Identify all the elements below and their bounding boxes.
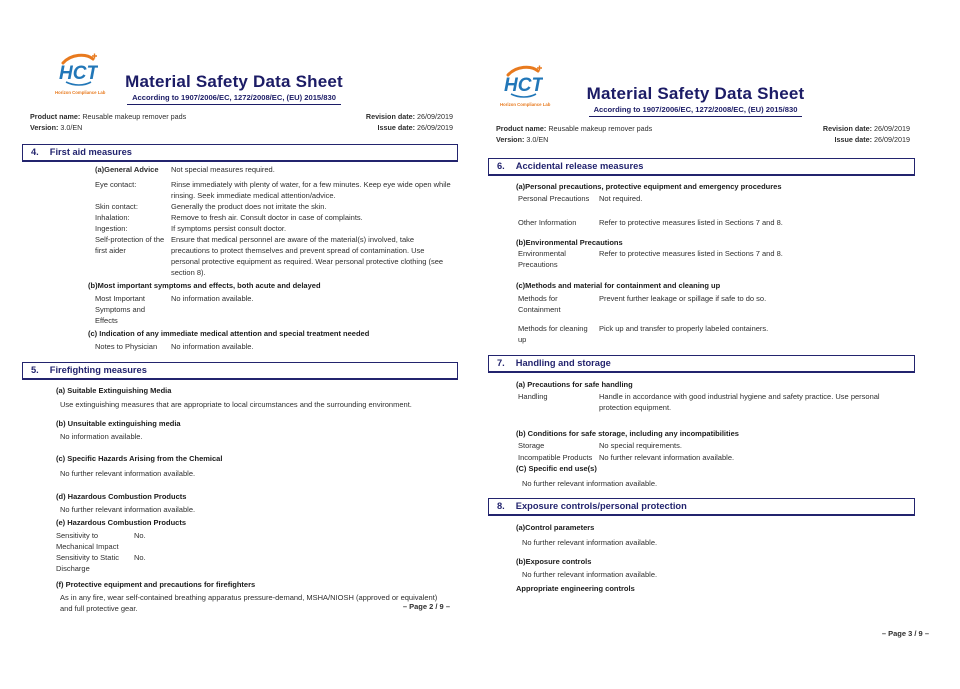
field-row xyxy=(518,248,907,270)
field-row xyxy=(518,440,907,451)
product-name-label: Product name: xyxy=(30,112,81,121)
revision-date-value: 26/09/2019 xyxy=(417,112,453,121)
doc-title: Material Safety Data Sheet xyxy=(586,84,805,103)
field-value: No information available. xyxy=(171,342,254,351)
field-label: Ingestion: xyxy=(95,224,128,233)
document-header xyxy=(488,62,915,158)
field-row xyxy=(95,212,452,223)
section-4-heading xyxy=(22,144,458,162)
revision-date-label: Revision date: xyxy=(822,124,873,133)
section-number: 4. xyxy=(31,147,39,157)
doc-title: Material Safety Data Sheet xyxy=(125,72,343,91)
field-label: Methods for cleaning up xyxy=(518,324,588,344)
field-row xyxy=(518,217,907,228)
field-value: Handle in accordance with good industrial hygiene and safety practice. Use personal protection equipment. xyxy=(599,392,880,412)
section-title: Handling and storage xyxy=(515,358,611,368)
company-logo-label: Horizon Compliance Lab xyxy=(55,90,106,95)
field-value: Pick up and transfer to properly labeled containers. xyxy=(599,324,769,333)
doc-subtitle: According to 1907/2006/EC, 1272/2008/EC, (EU) 2015/830 xyxy=(589,104,803,117)
section-number: 6. xyxy=(497,161,505,171)
version-value: 3.0/EN xyxy=(526,134,549,144)
document-header xyxy=(22,50,458,144)
field-label: Inhalation: xyxy=(95,213,130,222)
field-row xyxy=(95,234,452,278)
subsection-heading: (f) Protective equipment and precautions for firefighters xyxy=(56,580,256,589)
field-value: Prevent further leakage or spillage if safe to do so. xyxy=(599,294,767,303)
subsection-heading: Appropriate engineering controls xyxy=(516,584,635,593)
field-row xyxy=(95,164,452,175)
field-label: Other Information xyxy=(518,218,577,227)
svg-text:HCT: HCT xyxy=(504,75,543,96)
subsection-heading: (b)Most important symptoms and effects, both acute and delayed xyxy=(88,281,321,290)
field-row xyxy=(518,452,907,463)
field-label: Notes to Physician xyxy=(95,342,158,351)
section-number: 7. xyxy=(497,358,505,368)
issue-date-value: 26/09/2019 xyxy=(417,122,453,132)
product-info-right xyxy=(823,124,910,145)
field-row xyxy=(518,193,907,204)
subsection-heading: (a)Personal precautions, protective equipment and emergency procedures xyxy=(516,182,782,191)
field-value: Refer to protective measures listed in Sections 7 and 8. xyxy=(599,249,783,258)
field-label: Skin contact: xyxy=(95,202,138,211)
subsection-heading: (b)Environmental Precautions xyxy=(516,238,623,247)
msds-page-2 xyxy=(22,50,458,660)
msds-page-3 xyxy=(488,62,929,672)
field-value: Not required. xyxy=(599,194,643,203)
subsection-heading: (a)Control parameters xyxy=(516,523,595,532)
company-logo-label: Horizon Compliance Lab xyxy=(500,102,551,107)
subsection-heading: (b) Unsuitable extinguishing media xyxy=(56,419,181,428)
field-value: No special requirements. xyxy=(599,441,682,450)
field-value: Refer to protective measures listed in Sections 7 and 8. xyxy=(599,218,783,227)
field-row xyxy=(95,201,452,212)
title-block xyxy=(528,84,863,117)
subsection-heading: (c) Indication of any immediate medical attention and special treatment needed xyxy=(88,329,370,338)
product-info-left xyxy=(496,124,652,145)
field-value: No information available. xyxy=(171,294,254,303)
page-footer: – Page 2 / 9 – xyxy=(402,602,450,611)
field-label: Incompatible Products xyxy=(518,453,593,462)
subsection-heading: (b)Exposure controls xyxy=(516,557,592,566)
field-label: Most Important Symptoms and Effects xyxy=(95,294,146,325)
subsection-heading: (c) Specific Hazards Arising from the Chemical xyxy=(56,454,223,463)
field-value: No. xyxy=(134,553,146,562)
subsection-heading: (d) Hazardous Combustion Products xyxy=(56,492,187,501)
subsection-text: No information available. xyxy=(60,432,143,441)
field-value: Rinse immediately with plenty of water, for a few minutes. Keep eye wide open while rinsing. Seek immediate medical attention/advice. xyxy=(171,180,451,200)
field-label: Personal Precautions xyxy=(518,194,590,203)
revision-date-label: Revision date: xyxy=(365,112,416,121)
field-label: Sensitivity to Static Discharge xyxy=(56,553,119,573)
product-info-row xyxy=(496,124,910,145)
field-label: Eye contact: xyxy=(95,180,137,189)
field-label: Self-protection of the first aider xyxy=(95,235,165,255)
section-title: Accidental release measures xyxy=(515,161,644,171)
subsection-heading: (e) Hazardous Combustion Products xyxy=(56,518,187,527)
section-title: First aid measures xyxy=(49,147,132,157)
revision-date-value: 26/09/2019 xyxy=(874,124,910,133)
field-label: Methods for Containment xyxy=(518,294,561,314)
field-row xyxy=(95,293,452,326)
subsection-heading: (a) Precautions for safe handling xyxy=(516,380,633,389)
section-7-heading xyxy=(488,355,915,373)
field-label: Sensitivity to Mechanical Impact xyxy=(56,531,119,551)
subsection-heading: (C) Specific end use(s) xyxy=(516,464,597,473)
field-label: Storage xyxy=(518,441,545,450)
field-value: Not special measures required. xyxy=(171,165,275,174)
field-row xyxy=(518,323,907,345)
issue-date-label: Issue date: xyxy=(834,134,873,144)
doc-subtitle: According to 1907/2006/EC, 1272/2008/EC, (EU) 2015/830 xyxy=(127,92,341,105)
field-value: No further relevant information available. xyxy=(599,453,735,462)
title-block xyxy=(62,72,406,105)
section-6-heading xyxy=(488,158,915,176)
field-row xyxy=(95,341,452,352)
section-number: 5. xyxy=(31,365,39,375)
section-number: 8. xyxy=(497,501,505,511)
svg-text:HCT: HCT xyxy=(59,63,98,84)
field-row xyxy=(518,293,907,315)
field-value: No. xyxy=(134,531,146,540)
version-label: Version: xyxy=(496,134,525,144)
field-row xyxy=(518,391,907,413)
product-name-value: Reusable makeup remover pads xyxy=(548,124,653,133)
section-5-heading xyxy=(22,362,458,380)
version-label: Version: xyxy=(30,122,59,132)
subsection-text: No further relevant information available. xyxy=(522,570,658,579)
field-row xyxy=(56,530,452,552)
section-8-heading xyxy=(488,498,915,516)
field-row xyxy=(95,179,452,201)
product-info-right xyxy=(366,112,453,133)
version-value: 3.0/EN xyxy=(60,122,83,132)
field-label: (a)General Advice xyxy=(95,165,159,174)
field-row xyxy=(56,552,452,574)
product-name-label: Product name: xyxy=(496,124,547,133)
issue-date-value: 26/09/2019 xyxy=(874,134,910,144)
subsection-heading: (b) Conditions for safe storage, including any incompatibilities xyxy=(516,429,739,438)
page-footer: – Page 3 / 9 – xyxy=(881,629,929,638)
issue-date-label: Issue date: xyxy=(377,122,416,132)
subsection-text: Use extinguishing measures that are appropriate to local circumstances and the surrounding environment. xyxy=(60,400,412,409)
section-title: Exposure controls/personal protection xyxy=(515,501,687,511)
field-label: Environmental Precautions xyxy=(518,249,566,269)
product-info-row xyxy=(30,112,453,133)
subsection-text: As in any fire, wear self-contained breathing apparatus pressure-demand, MSHA/NIOSH (approved or equivalent) and full protective gear. xyxy=(60,593,438,613)
field-value: Ensure that medical personnel are aware of the material(s) involved, take precautions to protect themselves and prevent spread of contamination. Use personal protective equipment as required. Wear personal protective clothing (see section 8). xyxy=(171,235,444,277)
subsection-heading: (a) Suitable Extinguishing Media xyxy=(56,386,172,395)
field-label: Handling xyxy=(518,392,548,401)
field-row xyxy=(95,223,452,234)
section-title: Firefighting measures xyxy=(49,365,147,375)
product-name-value: Reusable makeup remover pads xyxy=(82,112,187,121)
field-value: If symptoms persist consult doctor. xyxy=(171,224,287,233)
subsection-text: No further relevant information available. xyxy=(60,469,196,478)
subsection-text: No further relevant information available. xyxy=(522,538,658,547)
product-info-left xyxy=(30,112,186,133)
subsection-text: No further relevant information available. xyxy=(60,505,196,514)
subsection-text: No further relevant information available. xyxy=(522,479,658,488)
field-value: Remove to fresh air. Consult doctor in case of complaints. xyxy=(171,213,363,222)
field-value: Generally the product does not irritate the skin. xyxy=(171,202,327,211)
subsection-heading: (c)Methods and material for containment and cleaning up xyxy=(516,281,721,290)
